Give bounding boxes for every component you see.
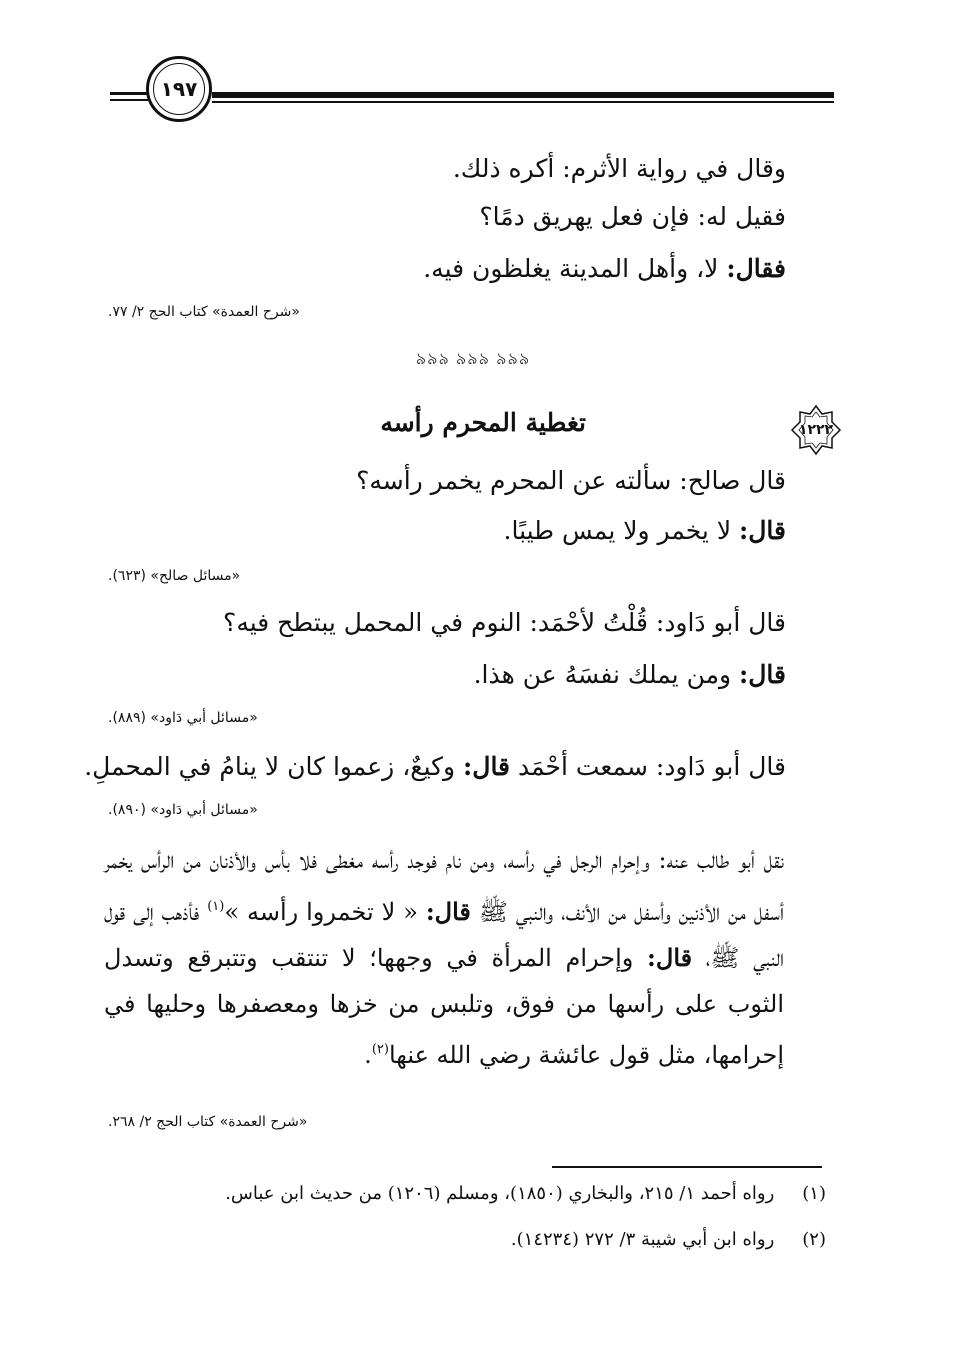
- text-span: لا، وأهل المدينة يغلظون فيه.: [423, 254, 727, 283]
- header-rule-thin: [212, 101, 834, 103]
- page-number: ١٩٧: [160, 77, 198, 101]
- speaker-label: قال:: [463, 752, 511, 781]
- source-citation: «مسائل أبي دَاود» (٨٨٩).: [108, 710, 258, 726]
- text-line: [504, 512, 786, 550]
- text-line: [474, 656, 786, 694]
- header-rule-left: [110, 92, 148, 95]
- speaker-label: قال:: [739, 660, 786, 689]
- page-number-badge: [146, 56, 212, 122]
- footnote-ref[interactable]: (١): [207, 898, 225, 914]
- text-span: وإحرام المرأة في وجهها؛ لا تنتقب وتتبرقع وتسدل الثوب على رأسها من فوق، وتلبس من خزها ومعصفرها وحليها في إحرامها، مثل قول عائشة رضي الله عنها: [104, 944, 784, 1069]
- text-line: قال صالح: سألته عن المحرم يخمر رأسه؟: [356, 466, 786, 495]
- text-span: .: [364, 1041, 372, 1069]
- footnote-number: (٢): [802, 1229, 826, 1250]
- section-number: ١٢٢٢: [798, 422, 834, 438]
- section-number-ornament: [790, 404, 842, 456]
- footnote-text: رواه أحمد ١/ ٢١٥، والبخاري (١٨٥٠)، ومسلم (١٢٠٦) من حديث ابن عباس.: [225, 1183, 775, 1204]
- source-citation: «مسائل صالح» (٦٢٣).: [108, 568, 241, 584]
- header-rule-left-thin: [110, 99, 148, 101]
- footnote: [225, 1180, 826, 1208]
- text-span: قال أبو دَاود: سمعت أحْمَد: [510, 752, 786, 781]
- ornament-divider: ৯৯৯ ৯৯৯ ৯৯৯: [415, 349, 531, 368]
- speaker-label: فقال:: [726, 254, 786, 283]
- footnote: [511, 1226, 826, 1254]
- text-line: وقال في رواية الأثرم: أكره ذلك.: [452, 154, 786, 183]
- section-title: تغطية المحرم رأسه: [380, 408, 586, 437]
- source-citation: «شرح العمدة» كتاب الحج ٢/ ٢٦٨.: [108, 1114, 308, 1130]
- header-rule-thick: [212, 92, 834, 98]
- text-span: وكيعٌ، زعموا كان لا ينامُ في المحملِ.: [84, 752, 464, 781]
- text-line: [423, 250, 786, 288]
- footnote-ref[interactable]: (٢): [371, 1042, 389, 1057]
- text-span: لا يخمر ولا يمس طيبًا.: [503, 516, 740, 545]
- source-citation: «مسائل أبي دَاود» (٨٩٠).: [108, 802, 258, 818]
- footnote-number: (١): [802, 1183, 826, 1204]
- text-span: ومن يملك نفسَهُ عن هذا.: [473, 660, 740, 689]
- speaker-label: قال:: [425, 896, 471, 926]
- text-line: [84, 748, 786, 786]
- paragraph: [104, 838, 784, 1079]
- footnote-separator: [552, 1166, 822, 1168]
- text-span: « لا تخمروا رأسه »: [224, 897, 426, 926]
- source-citation: «شرح العمدة» كتاب الحج ٢/ ٧٧.: [108, 304, 300, 320]
- text-line: فقيل له: فإن فعل يهريق دمًا؟: [479, 202, 786, 231]
- text-span: نقل أبو طالب عنه: وإحرام الرجل في رأسه، ومن نام فوجد رأسه مغطى فلا بأس والأذنان من الرأس يخمر أسفل من الأذنين وأسفل من الأنف، والنبي ﷺ: [104, 846, 784, 926]
- speaker-label: قال:: [647, 943, 693, 972]
- speaker-label: قال:: [739, 516, 786, 545]
- text-line: قال أبو دَاود: قُلْتُ لأحْمَد: النوم في المحمل يبتطح فيه؟: [223, 608, 786, 637]
- text-span: فأذهب إلى قول النبي ﷺ،: [104, 897, 785, 972]
- footnote-text: رواه ابن أبي شيبة ٣/ ٢٧٢ (١٤٢٣٤).: [510, 1229, 775, 1250]
